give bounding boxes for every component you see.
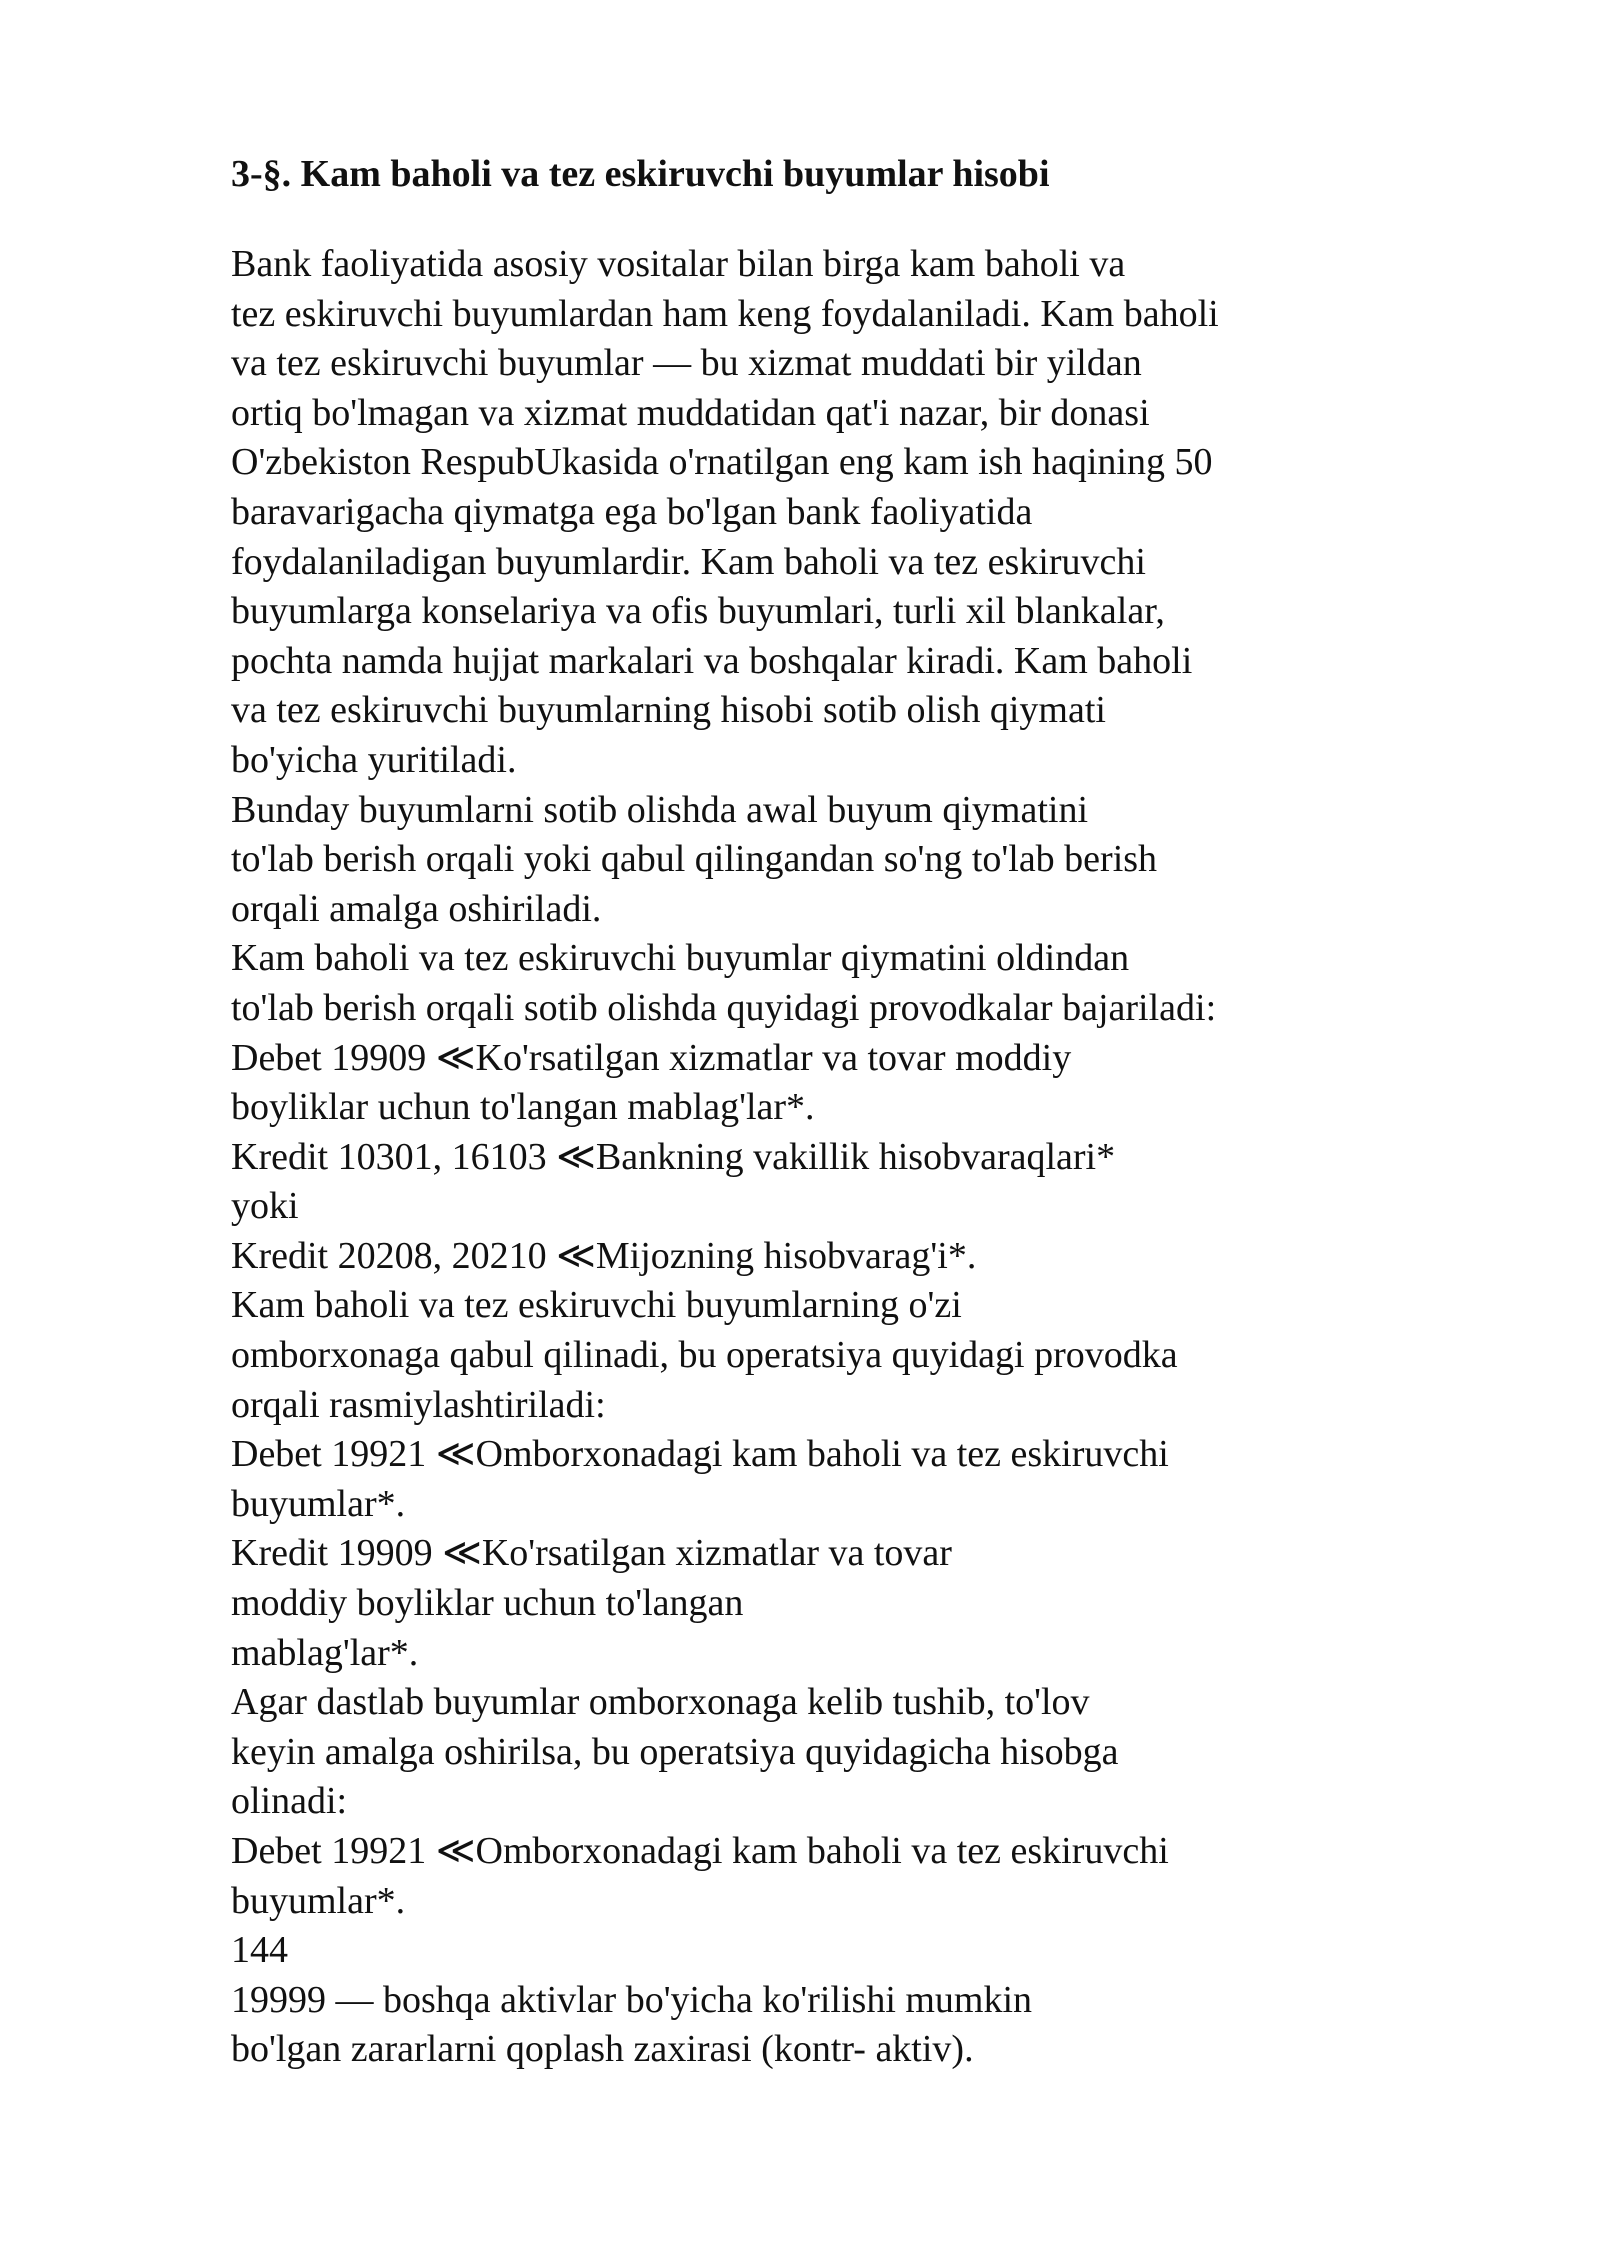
text-line: Bank faoliyatida asosiy vositalar bilan birga kam baholi va — [231, 243, 1126, 285]
text-line: keyin amalga oshirilsa, bu operatsiya quyidagicha hisobga — [231, 1730, 1119, 1773]
page-number: 144 — [231, 1929, 288, 1972]
document-page — [231, 152, 1431, 2075]
text-line: to'lab berish orqali sotib olishda quyidagi provodkalar bajariladi: — [231, 986, 1217, 1029]
text-line: baravarigacha qiymatga ega bo'lgan bank faoliyatida — [231, 490, 1033, 533]
text-line: orqali amalga oshiriladi. — [231, 887, 602, 930]
text-line: omborxonaga qabul qilinadi, bu operatsiya quyidagi provodka — [231, 1334, 1178, 1377]
text-line: Debet 19909 ≪Ko'rsatilgan xizmatlar va tovar moddiy — [231, 1036, 1072, 1079]
text-line: bo'lgan zararlarni qoplash zaxirasi (kontr- aktiv). — [231, 2028, 974, 2071]
text-line: Kam baholi va tez eskiruvchi buyumlar qiymatini oldindan — [231, 937, 1130, 980]
text-line: buyumlar*. — [231, 1482, 406, 1525]
section-heading: 3-§. Kam baholi va tez eskiruvchi buyumlar hisobi — [231, 153, 1050, 195]
text-line: Kam baholi va tez eskiruvchi buyumlarning o'zi — [231, 1284, 962, 1327]
text-line: to'lab berish orqali yoki qabul qilingandan so'ng to'lab berish — [231, 838, 1158, 881]
text-line: yoki — [231, 1185, 299, 1228]
text-line: va tez eskiruvchi buyumlarning hisobi sotib olish qiymati — [231, 689, 1106, 732]
text-line: Bunday buyumlarni sotib olishda awal buyum qiymatini — [231, 788, 1089, 831]
text-line: orqali rasmiylashtiriladi: — [231, 1383, 606, 1426]
text-line: moddiy boyliklar uchun to'langan — [231, 1582, 744, 1625]
body-text — [231, 240, 1431, 2075]
text-line: ortiq bo'lmagan va xizmat muddatidan qat'i nazar, bir donasi — [231, 391, 1150, 434]
text-line: Kredit 19909 ≪Ko'rsatilgan xizmatlar va tovar — [231, 1532, 952, 1575]
text-line: bo'yicha yuritiladi. — [231, 738, 517, 781]
text-line: Kredit 20208, 20210 ≪Mijozning hisobvarag'i*. — [231, 1234, 977, 1277]
text-line: mablag'lar*. — [231, 1631, 419, 1674]
text-line: Agar dastlab buyumlar omborxonaga kelib tushib, to'lov — [231, 1681, 1090, 1724]
text-line: O'zbekiston RespubUkasida o'rnatilgan eng kam ish haqining 50 — [231, 441, 1213, 484]
text-line: pochta namda hujjat markalari va boshqalar kiradi. Kam baholi — [231, 639, 1193, 682]
text-line: buyumlarga konselariya va ofis buyumlari, turli xil blankalar, — [231, 590, 1165, 633]
text-line: buyumlar*. — [231, 1879, 406, 1922]
text-line: Kredit 10301, 16103 ≪Bankning vakillik hisobvaraqlari* — [231, 1135, 1116, 1178]
text-line: tez eskiruvchi buyumlardan ham keng foydalaniladi. Kam baholi — [231, 292, 1219, 335]
text-line: boyliklar uchun to'langan mablag'lar*. — [231, 1086, 815, 1129]
text-line: Debet 19921 ≪Omborxonadagi kam baholi va tez eskiruvchi — [231, 1830, 1169, 1872]
text-line: olinadi: — [231, 1780, 348, 1823]
text-line: va tez eskiruvchi buyumlar — bu xizmat muddati bir yildan — [231, 342, 1142, 385]
text-line: 19999 — boshqa aktivlar bo'yicha ko'rilishi mumkin — [231, 1978, 1033, 2021]
text-line: foydalaniladigan buyumlardir. Kam baholi va tez eskiruvchi — [231, 540, 1146, 583]
text-line: Debet 19921 ≪Omborxonadagi kam baholi va tez eskiruvchi — [231, 1433, 1169, 1476]
